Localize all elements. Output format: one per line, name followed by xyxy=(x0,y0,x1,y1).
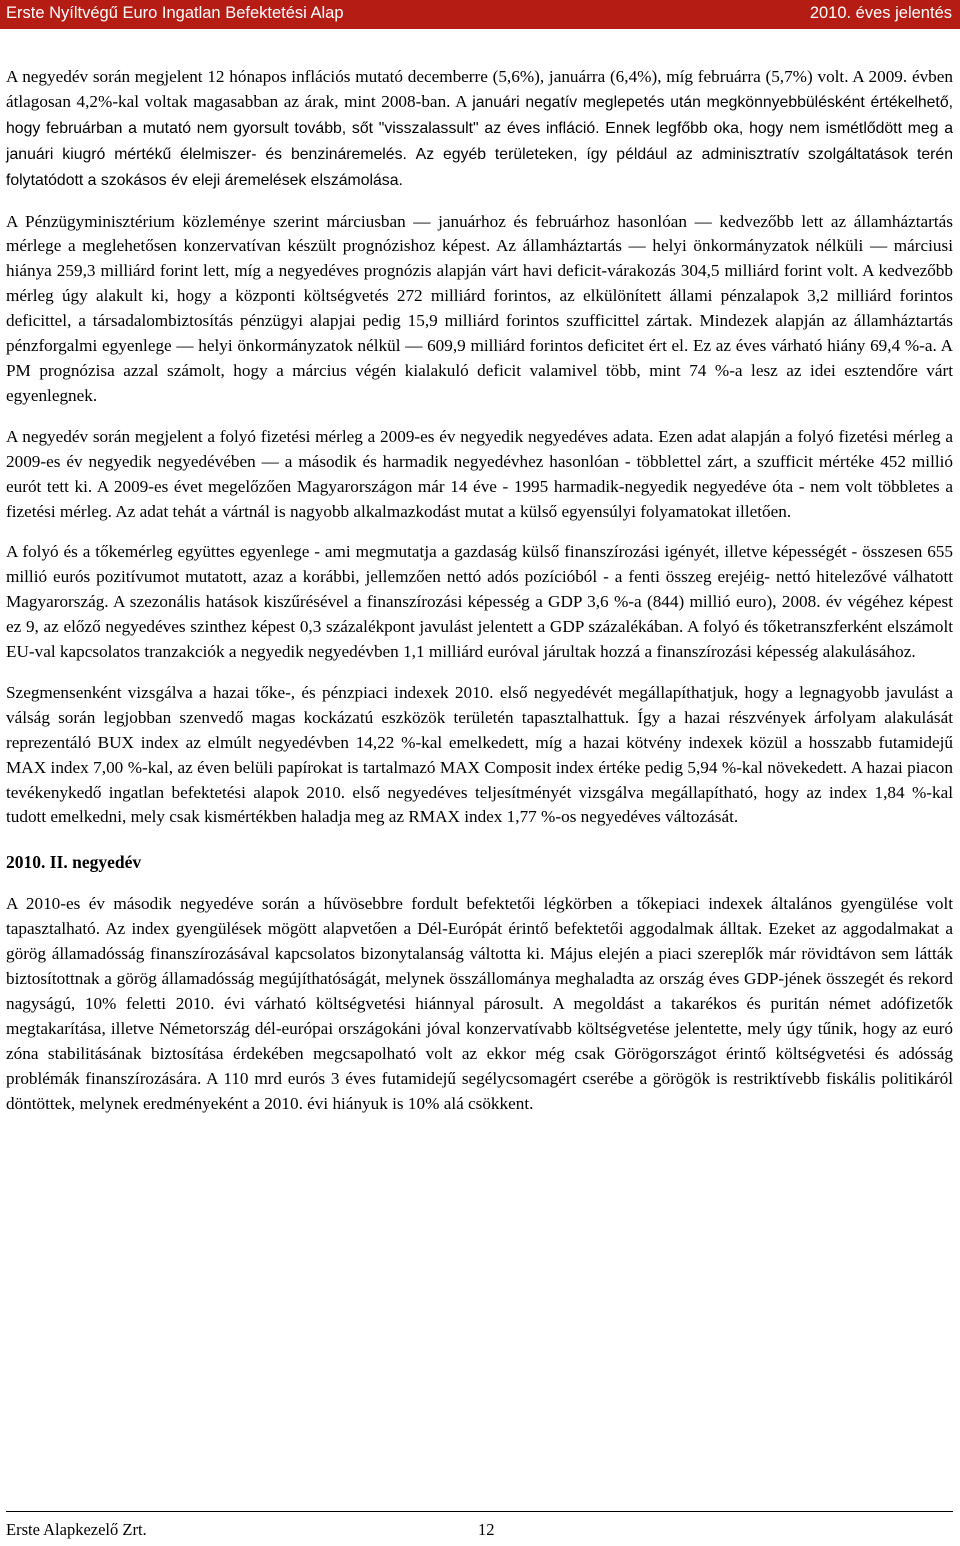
header-bar xyxy=(0,0,960,29)
section-heading: 2010. II. negyedév xyxy=(6,852,142,873)
inflation-sentence-c: Az egyéb területeken, így például az adminisztratív szolgáltatások terén folytatódott a szokásos év eleji áremelések elszámolása. xyxy=(6,145,953,189)
inflation-sentence-a: A negyedév során megjelent 12 hónapos inflációs mutató decemberre (5,6%), januárra (6,4%), míg februárra (5,7%) volt. A 2009. évben átlagosan 4,2%-kal voltak magasabban az árak, mint 2008-ban. A xyxy=(6,67,953,111)
document-title: Erste Nyíltvégű Euro Ingatlan Befektetési Alap xyxy=(6,4,344,22)
paragraph-inflation xyxy=(6,65,953,194)
footer-divider xyxy=(6,1511,953,1512)
paragraph-capital-account: A folyó és a tőkemérleg együttes egyenlege - ami megmutatja a gazdaság külső finanszírozási igényét, illetve képességét - összesen 655 millió eurós pozitívumot mutatott, azaz a korábbi, jellemzően nettó adós pozícióból - a fenti összeg erejéig- nettó hitelezővé válhatott Magyarország. A szezonális hatások kiszűrésével a finanszírozási képesség a GDP 3,6 %-a (844) millió euro), 2008. év végéhez képest ez 9, az előző negyedéves szinthez képest 0,3 százalékpont javulást jelentett a GDP százalékában. A folyó és tőketranszferként elszámolt EU-val kapcsolatos tranzakciók a negyedik negyedévben 1,1 milliárd euróval járultak hozzá a finanszírozási képesség alakulásához. xyxy=(6,542,953,662)
page-number: 12 xyxy=(478,1520,495,1539)
paragraph-current-account: A negyedév során megjelent a folyó fizetési mérleg a 2009-es év negyedik negyedéves adata. Ezen adat alapján a folyó fizetési mérleg a 2009-es év negyedik negyedévében — a második és harmadik negyedévhez hasonlóan - többlettel zárt, a szufficit mértéke 452 millió eurót tett ki. A 2009-es évet megelőzően Magyarországon már 14 éve - 1995 harmadik-negyedik negyedéve óta - nem volt többletes a fizetési mérleg. Az adat tehát a vártnál is nagyobb alkalmazkodást mutat a külső egyensúlyi folyamatokat illetően. xyxy=(6,426,953,521)
document-body xyxy=(6,65,953,1133)
report-label: 2010. éves jelentés xyxy=(809,4,952,22)
inflation-sentence-b: januári negatív meglepetés után megkönnyebbülésként értékelhető, hogy februárban a mutató nem gyorsult tovább, sőt "visszalassult" az éves infláció. Ennek legfőbb oka, hogy nem ismétlődött meg a januári kiugró mértékű élelmiszer- és benzináremelés. xyxy=(6,93,953,163)
paragraph-q2: A 2010-es év második negyedéve során a hűvösebbre fordult befektetői légkörben a tőkepiaci indexek általános gyengülése volt tapasztalható. Az index gyengülések mögött alapvetően a Dél-Európát érintő befektetői aggodalmak álltak. Ezeket az aggodalmakat a görög államadósság finanszírozásával kapcsolatos bizonytalanság váltotta ki. Május elején a piaci szereplők már rövidtávon sem látták biztosítottnak a görög államadósság megújíthatóságát, melynek összállománya meghaladta az ország éves GDP-jének összegét és rekord nagyságú, 10% feletti 2010. évi várható költségvetési hiánnyal párosult. A megoldást a takarékos és puritán német adófizetők megtakarítása, illetve Németország dél-európai országokáni jóval konzervatívabb költségvetése jelentette, mely úgy tűnik, hogy az euró zóna stabilitásának biztosítása érdekében megcsapolható volt az ekkor még csak Görögországot érintő költségvetési és adósság problémák finanszírozására. A 110 mrd eurós 3 éves futamidejű segélycsomagért cserébe a görögök is restriktívebb fiskális politikáról döntöttek, melynek eredményeként a 2010. évi hiányuk is 10% alá csökkent. xyxy=(6,894,953,1113)
paragraph-budget: A Pénzügyminisztérium közleménye szerint márciusban — januárhoz és februárhoz hasonlóan — kedvezőbb lett az államháztartás mérlege a meglehetősen konzervatívan készült prognózishoz képest. Az államháztartás — helyi önkormányzatok nélküli — márciusi hiánya 259,3 milliárd forint lett, míg a negyedéves prognózis alapján várt havi deficit-várakozás 304,5 milliárd forint volt. A kedvezőbb mérleg úgy alakult ki, hogy a központi költségvetés 272 milliárd forintos, az elkülönített állami pénzalapok 3,2 milliárd forintos deficittel, a társadalombiztosítás pénzügyi alapjai pedig 15,9 milliárd forintos szufficittel zártak. Mindezek alapján az államháztartás pénzforgalmi egyenlege — helyi önkormányzatok nélkül — 609,9 milliárd forintos deficitet ért el. Ez az éves várható hiány 69,4 %-a. A PM prognózisa azzal számolt, hogy a március végén kialakuló deficit valamivel több, mint 74 %-a lesz az idei esztendőre várt egyenlegnek. xyxy=(6,211,953,405)
footer-company: Erste Alapkezelő Zrt. xyxy=(6,1520,147,1539)
paragraph-indices: Szegmensenként vizsgálva a hazai tőke-, és pénzpiaci indexek 2010. első negyedévét megállapíthatjuk, hogy a legnagyobb javulást a válság során legjobban szenvedő magas kockázatú eszközök területén tapasztalhattuk. Így a hazai részvények árfolyam alakulását reprezentáló BUX index az elmúlt negyedévben 14,22 %-kal emelkedett, míg a hazai kötvény indexek közül a hosszabb futamidejű MAX index 7,00 %-kal, az éven belüli papírokat is tartalmazó MAX Composit index értéke pedig 5,94 %-kal növekedett. A hazai piacon tevékenykedő ingatlan befektetési alapok 2010. első negyedéves teljesítményét vizsgálva megállapítható, hogy az index 1,84 %-kal tudott emelkedni, mely csak kismértékben haladja meg az RMAX index 1,77 %-os negyedéves változását. xyxy=(6,682,953,827)
